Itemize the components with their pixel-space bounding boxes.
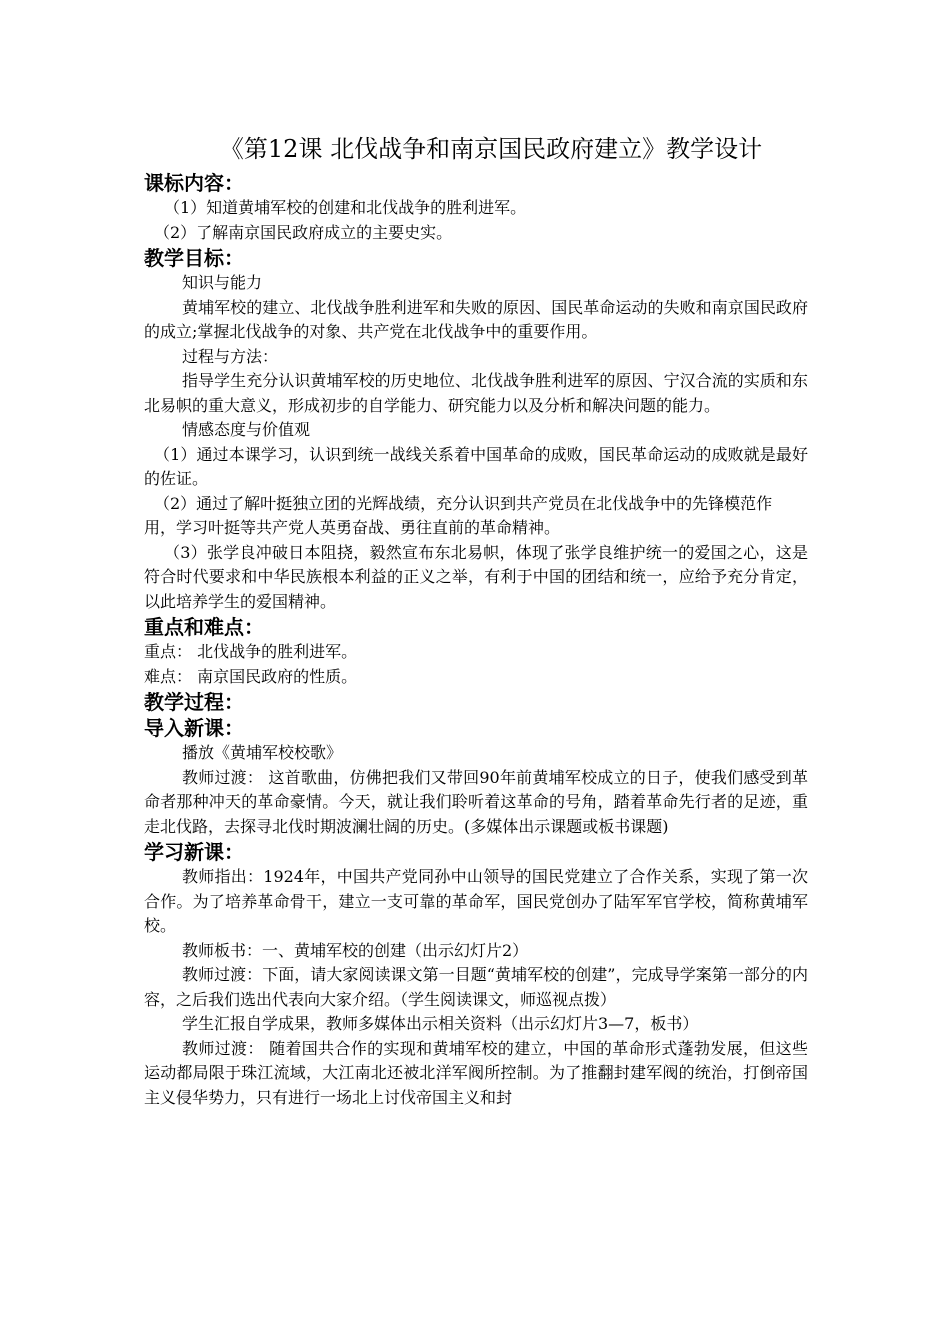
- intro-paragraph-2: 教师过渡： 这首歌曲，仿佛把我们又带回90年前黄埔军校成立的日子，使我们感受到革命者那种冲天的革命豪情。今天，就让我们聆听着这革命的号角，踏着革命先行者的足迹，重走北伐路，去探寻北伐时期波澜壮阔的历史。(多媒体出示课题或板书课题): [144, 767, 808, 836]
- process-heading: 教学过程：: [144, 690, 244, 714]
- new-lesson-paragraph-3: 教师过渡：下面，请大家阅读课文第一目题“黄埔军校的创建”，完成导学案第一部分的内容，之后我们选出代表向大家介绍。（学生阅读课文，师巡视点拨）: [144, 965, 808, 1009]
- emotion-item-1: （1）通过本课学习，认识到统一战线关系着中国革命的成败，国民革命运动的成败就是最好的佐证。: [144, 444, 808, 488]
- intro-heading: 导入新课：: [144, 716, 244, 740]
- curriculum-item-2: （2）了解南京国民政府成立的主要史实。: [154, 222, 453, 242]
- key-point: 重点： 北伐战争的胜利进军。: [144, 642, 358, 661]
- method-label: 过程与方法：: [182, 346, 279, 366]
- knowledge-label: 知识与能力: [182, 273, 263, 292]
- difficult-point: 难点： 南京国民政府的性质。: [144, 666, 358, 686]
- emotion-label: 情感态度与价值观: [182, 420, 311, 439]
- emotion-item-2b: 用，学习叶挺等共产党人英勇奋战、勇往直前的革命精神。: [144, 518, 561, 537]
- new-lesson-paragraph-4: 学生汇报自学成果，教师多媒体出示相关资料（出示幻灯片3—7，板书）: [182, 1014, 699, 1033]
- new-lesson-heading: 学习新课：: [144, 840, 244, 864]
- curriculum-item-1: （1）知道黄埔军校的创建和北伐战争的胜利进军。: [164, 198, 527, 217]
- curriculum-heading: 课标内容：: [144, 171, 244, 195]
- document-title: 《第12课 北伐战争和南京国民政府建立》教学设计: [219, 135, 763, 163]
- method-text: 指导学生充分认识黄埔军校的历史地位、北伐战争胜利进军的原因、宁汉合流的实质和东北易帜的重大意义，形成初步的自学能力、研究能力以及分析和解决问题的能力。: [144, 371, 808, 415]
- knowledge-text: 黄埔军校的建立、北伐战争胜利进军和失败的原因、国民革命运动的失败和南京国民政府的成立;掌握北伐战争的对象、共产党在北伐战争中的重要作用。: [144, 297, 808, 341]
- intro-paragraph-1: 播放《黄埔军校校歌》: [182, 743, 343, 762]
- emotion-item-3: （3）张学良冲破日本阻挠，毅然宣布东北易帜，体现了张学良维护统一的爱国之心，这是符合时代要求和中华民族根本利益的正义之举，有利于中国的团结和统一，应给予充分肯定，以此培养学生的爱国精神。: [144, 542, 808, 611]
- emotion-item-2a: （2）通过了解叶挺独立团的光辉战绩，充分认识到共产党员在北伐战争中的先锋模范作: [154, 493, 773, 513]
- new-lesson-paragraph-5: 教师过渡： 随着国共合作的实现和黄埔军校的建立，中国的革命形式蓬勃发展，但这些运动都局限于珠江流域，大江南北还被北洋军阀所控制。为了推翻封建军阀的统治，打倒帝国主义侵华势力，只有进行一场北上讨伐帝国主义和封: [144, 1038, 808, 1107]
- goals-heading: 教学目标：: [144, 246, 244, 270]
- document-body: [144, 132, 808, 1110]
- key-points-heading: 重点和难点：: [144, 615, 264, 639]
- new-lesson-paragraph-1: 教师指出：1924年，中国共产党同孙中山领导的国民党建立了合作关系，实现了第一次合作。为了培养革命骨干，建立一支可靠的革命军，国民党创办了陆军军官学校，简称黄埔军校。: [144, 867, 808, 935]
- new-lesson-paragraph-2: 教师板书：一、黄埔军校的创建（出示幻灯片2）: [182, 940, 529, 960]
